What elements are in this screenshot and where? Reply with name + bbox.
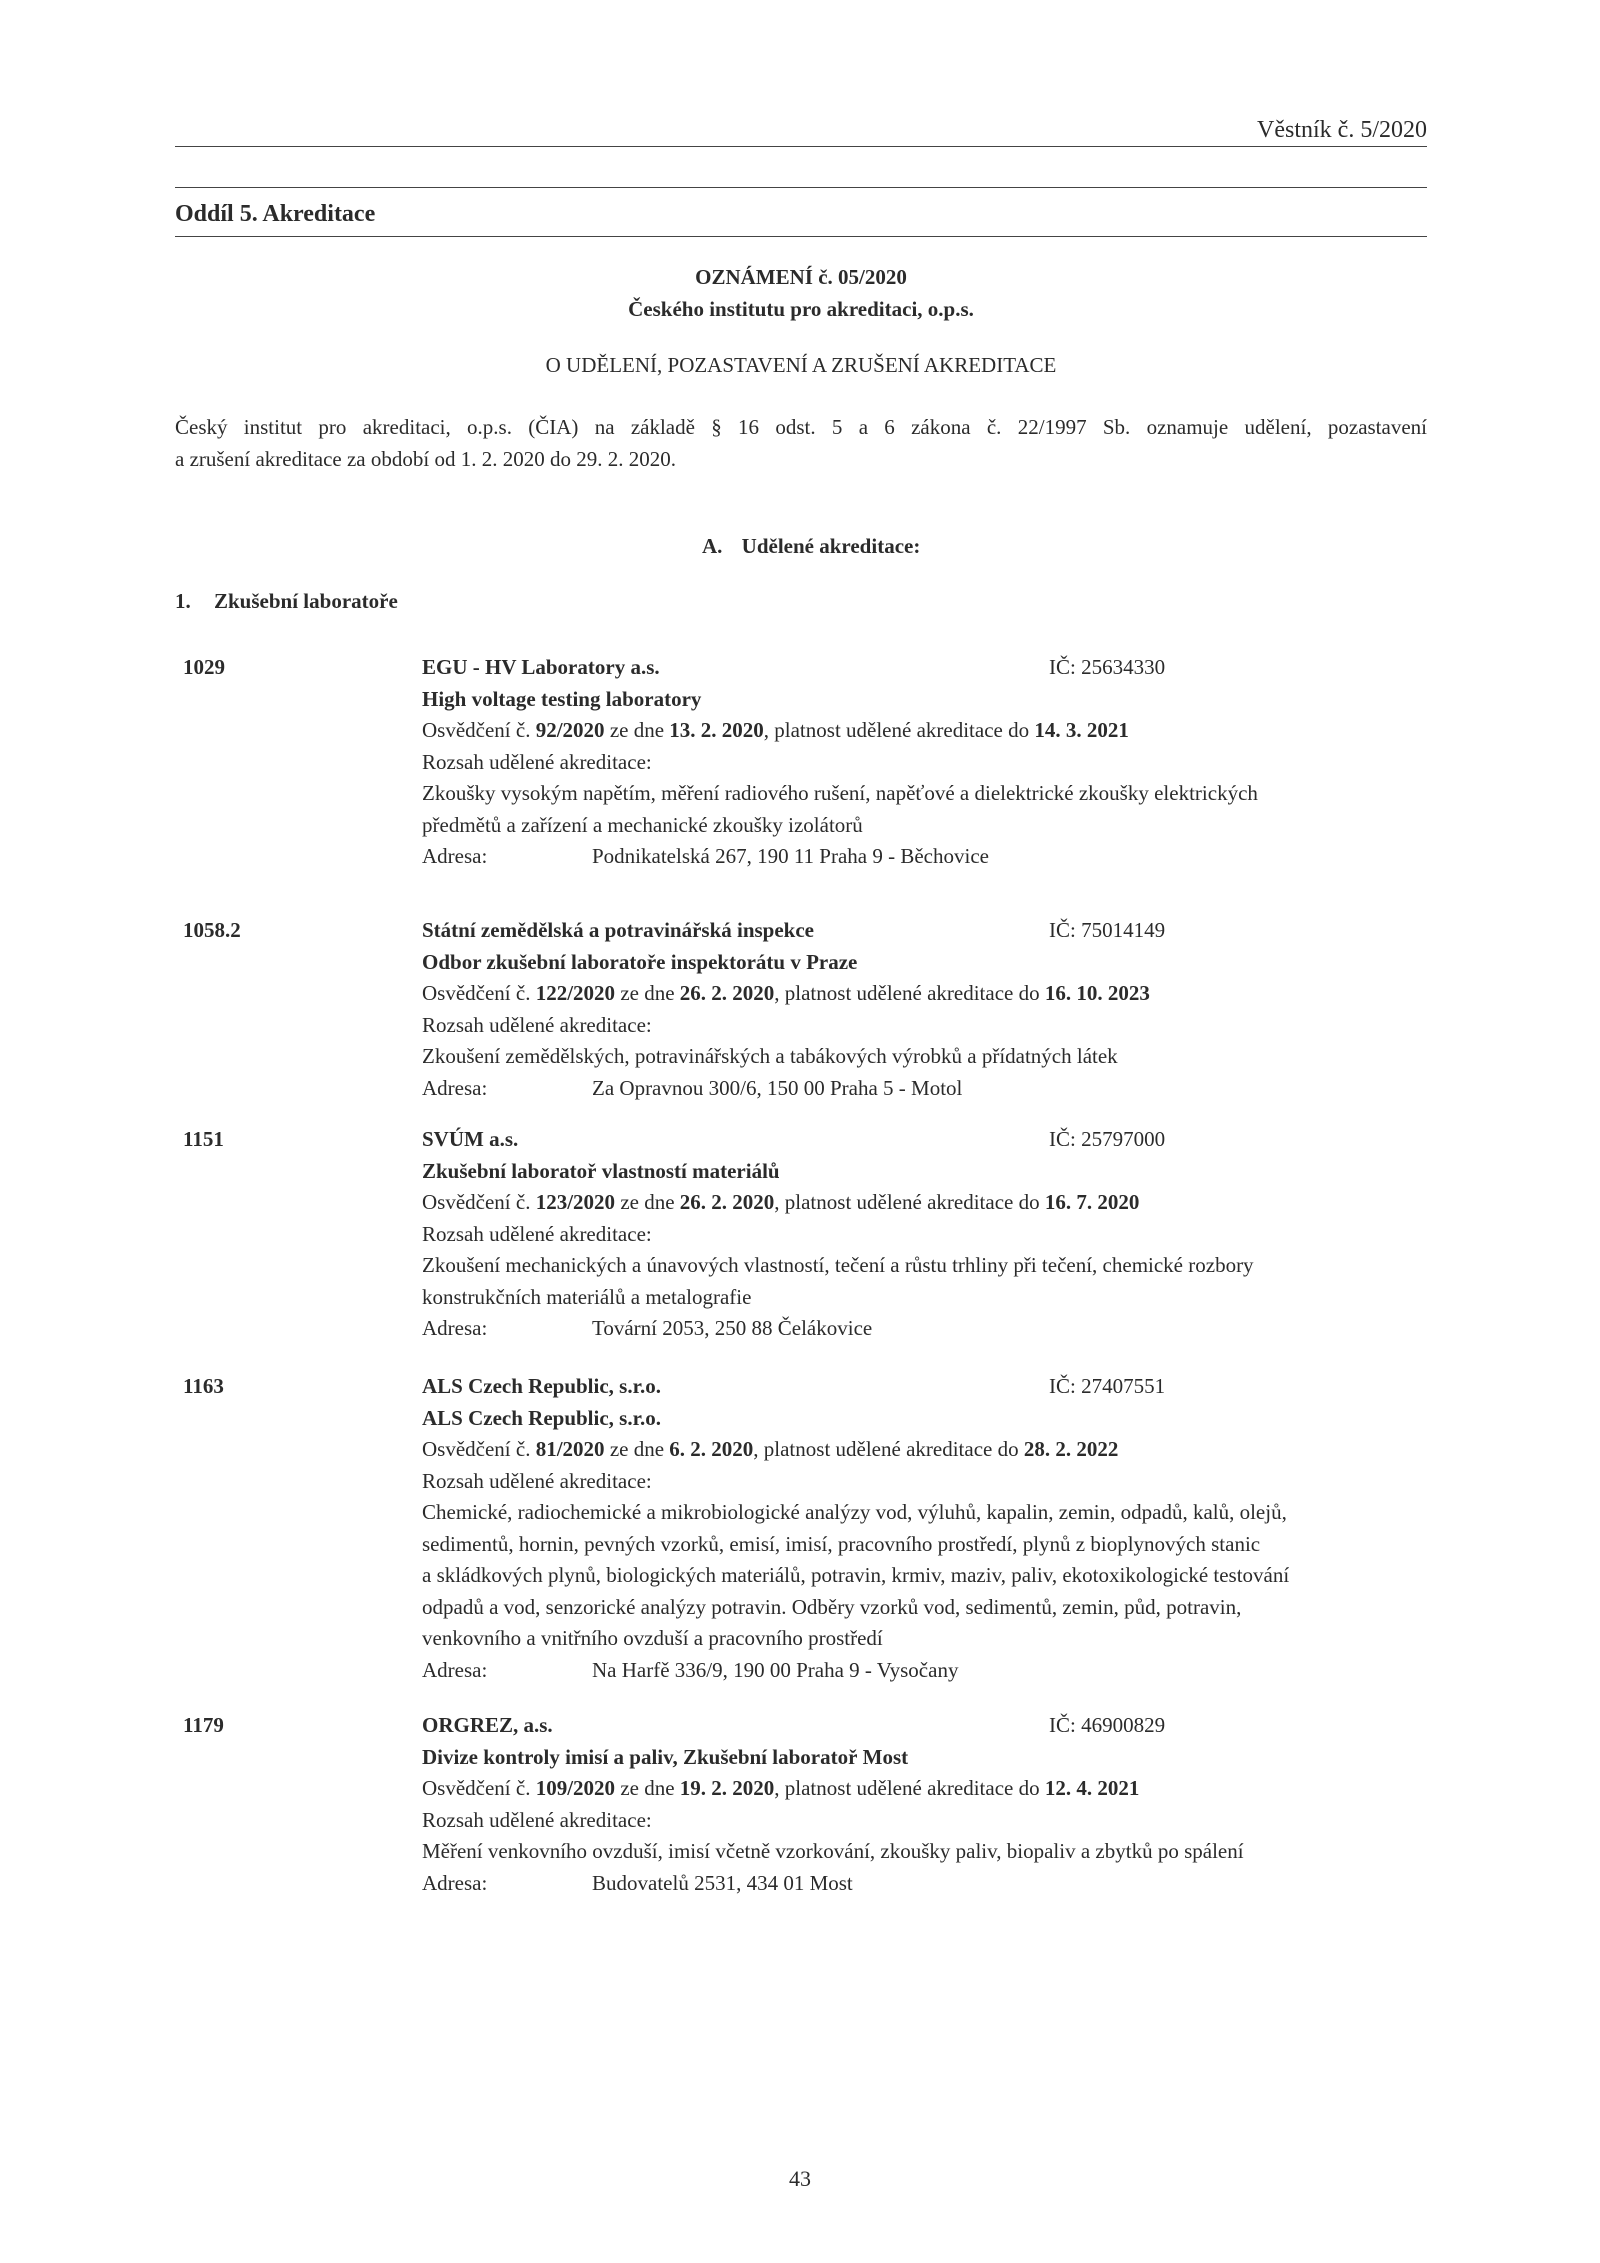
scope-label: Rozsah udělené akreditace: [422, 1012, 652, 1037]
certificate-date: 6. 2. 2020 [669, 1437, 754, 1461]
entry-address [422, 1073, 1427, 1105]
announcement-subtitle: O UDĚLENÍ, POZASTAVENÍ A ZRUŠENÍ AKREDITACE [545, 353, 1057, 377]
dated-label: ze dne [609, 718, 665, 742]
entry-unit: Zkušební laboratoř vlastností materiálů [422, 1158, 780, 1183]
scope-text-line: Chemické, radiochemické a mikrobiologické analýzy vod, výluhů, kapalin, zemin, odpadů, kalů, olejů, [422, 1500, 1287, 1524]
entry-certificate [422, 715, 1427, 747]
entry-ico: IČ: 27407551 [1049, 1374, 1166, 1398]
valid-until-label: , platnost udělené akreditace do [774, 1190, 1040, 1214]
part-a-label: A. [702, 534, 723, 558]
scope-text-line: sedimentů, hornin, pevných vzorků, emisí, imisí, pracovního prostředí, plynů z bioplynových stanic [422, 1531, 1261, 1556]
valid-until-label: , platnost udělené akreditace do [763, 718, 1030, 742]
valid-until-date: 28. 2. 2022 [1023, 1437, 1119, 1461]
header-rule [175, 146, 1427, 147]
entry-ico: IČ: 25634330 [1049, 655, 1166, 679]
entry-name: ORGREZ, a.s. [422, 1713, 553, 1737]
certificate-number: 92/2020 [535, 718, 605, 742]
scope-text-line: Zkoušky vysokým napětím, měření radiového rušení, napěťové a dielektrické zkoušky elektrických [422, 781, 1258, 805]
dated-label: ze dne [620, 981, 675, 1005]
entry-number: 1058.2 [183, 918, 241, 942]
entry-certificate [422, 1773, 1427, 1805]
entry-body [422, 915, 1427, 1104]
certificate-label: Osvědčení č. [422, 1437, 531, 1461]
valid-until-date: 16. 10. 2023 [1044, 981, 1150, 1005]
dated-label: ze dne [609, 1437, 665, 1461]
entry-certificate [422, 978, 1427, 1010]
address-label: Adresa: [422, 844, 488, 868]
entry-name: EGU - HV Laboratory a.s. [422, 655, 660, 679]
entry-unit: Odbor zkušební laboratoře inspektorátu v Praze [422, 949, 858, 974]
dated-label: ze dne [620, 1776, 675, 1800]
entry-certificate [422, 1187, 1427, 1219]
certificate-date: 19. 2. 2020 [679, 1776, 775, 1800]
subsection-title: Zkušební laboratoře [214, 589, 398, 613]
address-value: Na Harfě 336/9, 190 00 Praha 9 - Vysočany [592, 1657, 959, 1682]
entry-number: 1029 [183, 655, 225, 679]
entry-number: 1151 [183, 1127, 224, 1151]
entry-unit: Divize kontroly imisí a paliv, Zkušební laboratoř Most [422, 1744, 909, 1769]
entry-number: 1179 [183, 1713, 224, 1737]
valid-until-date: 12. 4. 2021 [1044, 1776, 1140, 1800]
part-a-heading [702, 531, 920, 563]
entry-ico: IČ: 25797000 [1049, 1127, 1166, 1151]
section-title: Oddíl 5. Akreditace [175, 201, 376, 227]
entry-certificate [422, 1434, 1427, 1466]
scope-text-line: Zkoušení mechanických a únavových vlastností, tečení a růstu trhliny při tečení, chemické rozbory [422, 1253, 1254, 1277]
scope-text-line: Měření venkovního ovzduší, imisí včetně vzorkování, zkoušky paliv, biopaliv a zbytků po spálení [422, 1839, 1244, 1863]
subsection-number: 1. [175, 589, 191, 613]
certificate-number: 81/2020 [535, 1437, 605, 1461]
address-value: Budovatelů 2531, 434 01 Most [592, 1870, 853, 1895]
certificate-label: Osvědčení č. [422, 1190, 531, 1214]
entry-body [422, 1124, 1427, 1345]
address-value: Za Opravnou 300/6, 150 00 Praha 5 - Motol [592, 1075, 963, 1100]
valid-until-date: 16. 7. 2020 [1044, 1190, 1140, 1214]
announcement-title: OZNÁMENÍ č. 05/2020 [695, 265, 907, 289]
entry-body [422, 652, 1427, 873]
entry-number: 1163 [183, 1374, 224, 1398]
entry-ico: IČ: 46900829 [1049, 1713, 1166, 1737]
entry-unit: ALS Czech Republic, s.r.o. [422, 1405, 661, 1430]
section-rule-top [175, 187, 1427, 188]
scope-label: Rozsah udělené akreditace: [422, 1807, 652, 1832]
address-value: Podnikatelská 267, 190 11 Praha 9 - Běchovice [592, 844, 989, 868]
valid-until-label: , platnost udělené akreditace do [774, 981, 1040, 1005]
entry-address [422, 1868, 1427, 1900]
entry-name: SVÚM a.s. [422, 1127, 519, 1151]
entry-body [422, 1710, 1427, 1899]
entry-address [422, 1313, 1427, 1345]
journal-header: Věstník č. 5/2020 [1257, 117, 1427, 143]
intro-line-2: a zrušení akreditace za období od 1. 2. 2020 do 29. 2. 2020. [175, 446, 676, 471]
certificate-number: 123/2020 [535, 1190, 616, 1214]
intro-line-1: Český institut pro akreditaci, o.p.s. (ČIA) na základě § 16 odst. 5 a 6 zákona č. 22/1997 Sb. oznamuje udělení, pozastavení [175, 415, 1427, 439]
entry-unit: High voltage testing laboratory [422, 686, 702, 711]
certificate-date: 26. 2. 2020 [679, 1190, 775, 1214]
certificate-label: Osvědčení č. [422, 1776, 531, 1800]
scope-text-line: předmětů a zařízení a mechanické zkoušky izolátorů [422, 812, 863, 837]
certificate-label: Osvědčení č. [422, 718, 531, 742]
address-value: Tovární 2053, 250 88 Čelákovice [592, 1316, 873, 1340]
certificate-number: 122/2020 [535, 981, 616, 1005]
certificate-date: 13. 2. 2020 [669, 718, 764, 742]
part-a-title: Udělené akreditace: [741, 534, 921, 558]
address-label: Adresa: [422, 1075, 488, 1100]
address-label: Adresa: [422, 1657, 488, 1682]
scope-text-line: venkovního a vnitřního ovzduší a pracovního prostředí [422, 1626, 883, 1650]
valid-until-label: , platnost udělené akreditace do [753, 1437, 1019, 1461]
scope-text-line: Zkoušení zemědělských, potravinářských a tabákových výrobků a přídatných látek [422, 1044, 1118, 1068]
entry-address [422, 841, 1427, 873]
scope-text-line: odpadů a vod, senzorické analýzy potravin. Odběry vzorků vod, sedimentů, zemin, půd, potravin, [422, 1594, 1242, 1619]
entry-ico: IČ: 75014149 [1049, 918, 1166, 942]
scope-text-line: a skládkových plynů, biologických materiálů, potravin, krmiv, maziv, paliv, ekotoxikologické testování [422, 1563, 1290, 1587]
certificate-date: 26. 2. 2020 [679, 981, 775, 1005]
scope-text-line: konstrukčních materiálů a metalografie [422, 1284, 752, 1309]
dated-label: ze dne [620, 1190, 675, 1214]
section-rule-bottom [175, 236, 1427, 237]
entry-name: ALS Czech Republic, s.r.o. [422, 1374, 661, 1398]
entry-name: Státní zemědělská a potravinářská inspekce [422, 918, 815, 942]
address-label: Adresa: [422, 1870, 488, 1895]
valid-until-date: 14. 3. 2021 [1034, 718, 1129, 742]
page-number: 43 [789, 2166, 811, 2191]
valid-until-label: , platnost udělené akreditace do [774, 1776, 1040, 1800]
entry-body [422, 1371, 1427, 1686]
entry-address [422, 1655, 1427, 1687]
certificate-number: 109/2020 [535, 1776, 616, 1800]
certificate-label: Osvědčení č. [422, 981, 531, 1005]
announcement-issuer: Českého institutu pro akreditaci, o.p.s. [628, 297, 974, 321]
intro-paragraph [175, 412, 1427, 475]
scope-label: Rozsah udělené akreditace: [422, 1468, 652, 1493]
subsection-heading [175, 586, 398, 618]
scope-label: Rozsah udělené akreditace: [422, 749, 652, 774]
scope-label: Rozsah udělené akreditace: [422, 1221, 652, 1246]
address-label: Adresa: [422, 1316, 488, 1340]
